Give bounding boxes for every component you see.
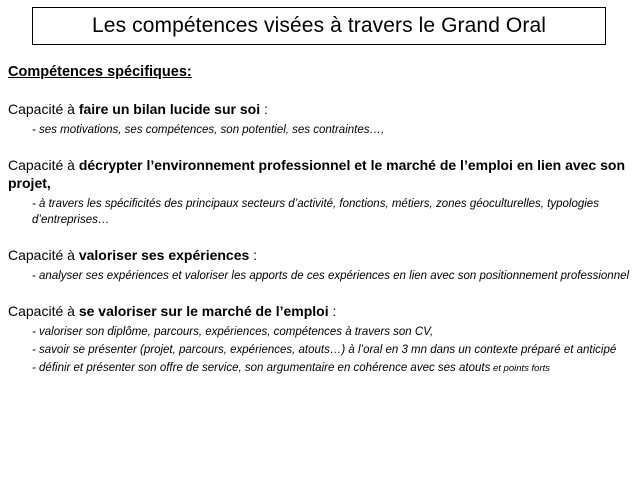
competence-detail: - à travers les spécificités des principaux secteurs d’activité, fonctions, métiers, zones géoculturelles, typologies d’entreprises… xyxy=(32,198,599,226)
competence-detail: - valoriser son diplôme, parcours, expériences, compétences à travers son CV, xyxy=(32,326,434,338)
competence-keyword: faire un bilan lucide sur soi xyxy=(78,101,261,117)
competence-detail-tail: et points forts xyxy=(490,363,551,374)
competence-block-4 xyxy=(8,302,630,377)
competence-prefix: Capacité à xyxy=(8,247,79,263)
slide-title-box xyxy=(32,7,606,45)
competence-detail xyxy=(8,360,630,377)
competence-line xyxy=(8,302,630,320)
competence-prefix: Capacité à xyxy=(8,101,79,117)
competence-detail-text: - définir et présenter son offre de service, son argumentaire en cohérence avec ses atouts xyxy=(32,362,491,374)
competence-detail: - analyser ses expériences et valoriser les apports de ces expériences en lien avec son positionnement professionnel xyxy=(32,270,630,282)
competence-suffix: : xyxy=(249,247,258,263)
competence-line xyxy=(8,246,630,264)
section-heading: Compétences spécifiques: xyxy=(8,64,192,80)
competence-keyword: décrypter l’environnement professionnel et le marché de l’emploi en lien avec son projet, xyxy=(8,157,625,191)
competence-line xyxy=(8,156,630,192)
slide-title: Les compétences visées à travers le Grand Oral xyxy=(92,14,546,37)
competence-keyword: se valoriser sur le marché de l’emploi xyxy=(78,303,329,319)
competence-suffix: : xyxy=(260,101,268,117)
competence-prefix: Capacité à xyxy=(8,303,79,319)
competence-suffix: : xyxy=(328,303,337,319)
competence-line xyxy=(8,100,630,118)
competence-detail: - ses motivations, ses compétences, son potentiel, ses contraintes…, xyxy=(32,124,385,136)
competence-block-1 xyxy=(8,100,630,138)
competence-detail: - savoir se présenter (projet, parcours, expériences, atouts…) à l’oral en 3 mn dans un contexte préparé et anticipé xyxy=(32,344,617,356)
competence-block-2 xyxy=(8,156,630,228)
competence-keyword: valoriser ses expériences xyxy=(78,247,250,263)
competence-prefix: Capacité à xyxy=(8,157,79,173)
competence-block-3 xyxy=(8,246,630,284)
slide-content xyxy=(8,64,630,395)
